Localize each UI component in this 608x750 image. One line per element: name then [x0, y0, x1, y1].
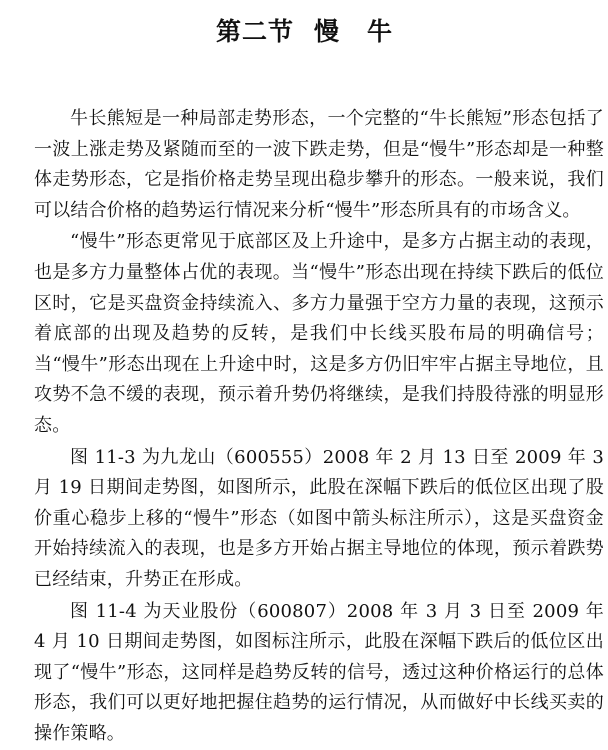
section-number: 第二节 [215, 17, 294, 46]
paragraph-context: “慢牛”形态更常见于底部区及上升途中，是多方占据主动的表现，也是多方力量整体占优的表现。当“慢牛”形态出现在持续下跌后的低位区时，它是买盘资金持续流入、多方力量强于空方力量的表现，这预示着底部的出现及趋势的反转，是我们中长线买股布局的明确信号；当“慢牛”形态出现在上升途中时，这是多方仍旧牢牢占据主导地位，且攻势不急不缓的表现，预示着升势仍将继续，是我们持股待涨的明显形态。 [34, 231, 604, 436]
section-title: 慢牛 [314, 17, 421, 46]
body-text [34, 104, 604, 750]
paragraph-intro: 牛长熊短是一种局部走势形态，一个完整的“牛长熊短”形态包括了一波上涨走势及紧随而至的一波下跌走势，但是“慢牛”形态却是一种整体走势形态，它是指价格走势呈现出稳步攀升的形态。一般来说，我们可以结合价格的趋势运行情况来分析“慢牛”形态所具有的市场含义。 [34, 108, 604, 221]
paragraph-example-11-3: 图 11-3 为九龙山（600555）2008 年 2 月 13 日至 2009 年 3 月 19 日期间走势图，如图所示，此股在深幅下跌后的低位区出现了股价重心稳步上移的“慢牛”形态（如图中箭头标注所示），这是买盘资金开始持续流入的表现，也是多方开始占据主导地位的体现，预示着跌势已经结束，升势正在形成。 [34, 446, 604, 590]
section-heading [0, 12, 608, 48]
paragraph-example-11-4: 图 11-4 为天业股份（600807）2008 年 3 月 3 日至 2009 年 4 月 10 日期间走势图，如图标注所示，此股在深幅下跌后的低位区出现了“慢牛”形态，这同样是趋势反转的信号，透过这种价格运行的总体形态，我们可以更好地把握住趋势的运行情况，从而做好中长线买卖的操作策略。 [34, 600, 604, 744]
